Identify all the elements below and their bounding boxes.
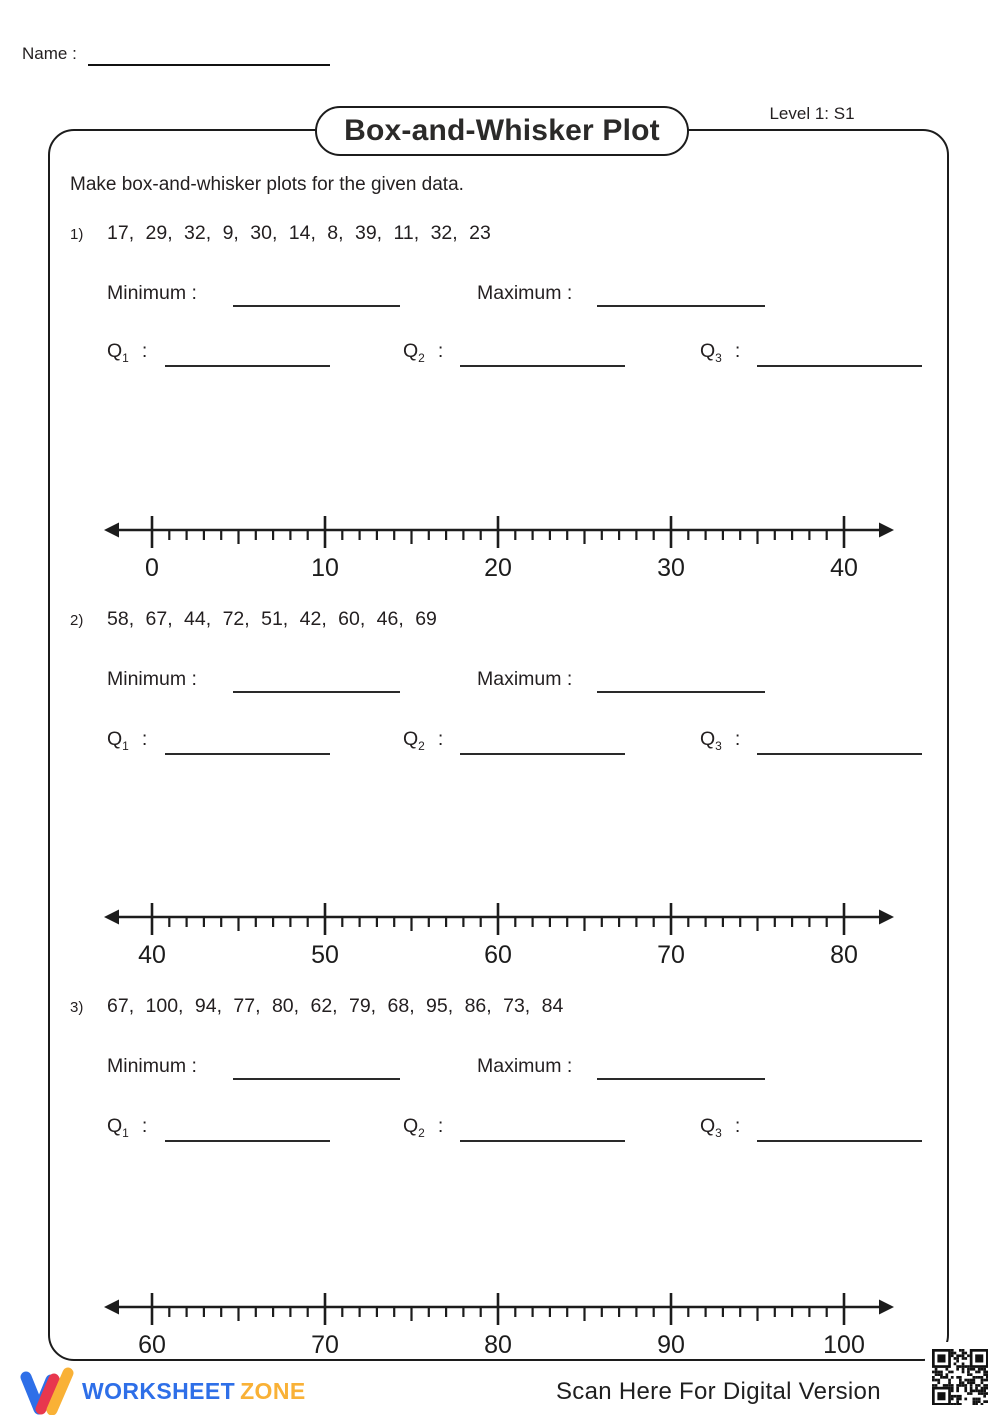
brand-wordmark xyxy=(82,1378,306,1405)
svg-text:70: 70 xyxy=(657,941,685,969)
problem-data-list: 67, 100, 94, 77, 80, 62, 79, 68, 95, 86, 73, 84 xyxy=(107,995,564,1017)
svg-text:50: 50 xyxy=(311,941,339,969)
q1-blank[interactable] xyxy=(165,364,330,367)
minimum-blank[interactable] xyxy=(233,690,400,693)
q2-label: $Q_2$ : xyxy=(403,728,444,753)
worksheet-title xyxy=(315,106,689,156)
svg-text:0: 0 xyxy=(145,554,159,582)
maximum-label: Maximum : xyxy=(477,282,573,304)
minimum-blank[interactable] xyxy=(233,304,400,307)
maximum-blank[interactable] xyxy=(597,1077,765,1080)
svg-text:60: 60 xyxy=(484,941,512,969)
instruction-text: Make box-and-whisker plots for the given data. xyxy=(70,174,464,195)
scan-caption: Scan Here For Digital Version xyxy=(556,1378,881,1405)
svg-text:20: 20 xyxy=(484,554,512,582)
q3-blank[interactable] xyxy=(757,752,922,755)
number-line xyxy=(103,1287,895,1369)
q3-blank[interactable] xyxy=(757,364,922,367)
level-badge: Level 1: S1 xyxy=(769,104,855,123)
q1-blank[interactable] xyxy=(165,1139,330,1142)
svg-text:70: 70 xyxy=(311,1331,339,1359)
name-blank[interactable] xyxy=(88,42,330,66)
q2-label: $Q_2$ : xyxy=(403,1115,444,1140)
svg-text:30: 30 xyxy=(657,554,685,582)
maximum-label: Maximum : xyxy=(477,668,573,690)
number-line xyxy=(103,510,895,592)
q2-blank[interactable] xyxy=(460,364,625,367)
q1-label: $Q_1$ : xyxy=(107,728,148,753)
maximum-blank[interactable] xyxy=(597,304,765,307)
problem-number: 1) xyxy=(70,226,84,243)
q1-label: $Q_1$ : xyxy=(107,1115,148,1140)
q3-label: $Q_3$ : xyxy=(700,728,741,753)
svg-text:40: 40 xyxy=(138,941,166,969)
maximum-blank[interactable] xyxy=(597,690,765,693)
svg-text:40: 40 xyxy=(830,554,858,582)
name-label: Name : xyxy=(22,44,77,63)
worksheetzone-logo-icon xyxy=(20,1366,78,1415)
number-line xyxy=(103,897,895,979)
q2-blank[interactable] xyxy=(460,752,625,755)
problem-data-list: 58, 67, 44, 72, 51, 42, 60, 46, 69 xyxy=(107,608,437,630)
qr-code xyxy=(925,1342,995,1412)
svg-text:80: 80 xyxy=(830,941,858,969)
maximum-label: Maximum : xyxy=(477,1055,573,1077)
minimum-label: Minimum : xyxy=(107,1055,197,1077)
svg-text:60: 60 xyxy=(138,1331,166,1359)
brand-zone: ZONE xyxy=(240,1378,306,1404)
q2-label: $Q_2$ : xyxy=(403,340,444,365)
svg-text:90: 90 xyxy=(657,1331,685,1359)
problem-data-list: 17, 29, 32, 9, 30, 14, 8, 39, 11, 32, 23 xyxy=(107,222,491,244)
q3-blank[interactable] xyxy=(757,1139,922,1142)
svg-text:80: 80 xyxy=(484,1331,512,1359)
problem-number: 2) xyxy=(70,612,84,629)
minimum-label: Minimum : xyxy=(107,668,197,690)
q1-blank[interactable] xyxy=(165,752,330,755)
svg-text:10: 10 xyxy=(311,554,339,582)
minimum-label: Minimum : xyxy=(107,282,197,304)
q1-label: $Q_1$ : xyxy=(107,340,148,365)
minimum-blank[interactable] xyxy=(233,1077,400,1080)
brand-worksheet: WORKSHEET xyxy=(82,1378,236,1404)
svg-text:100: 100 xyxy=(823,1331,865,1359)
q3-label: $Q_3$ : xyxy=(700,340,741,365)
q3-label: $Q_3$ : xyxy=(700,1115,741,1140)
page-title: Box-and-Whisker Plot xyxy=(344,114,660,147)
problem-number: 3) xyxy=(70,999,84,1016)
worksheet-frame xyxy=(48,129,949,1361)
q2-blank[interactable] xyxy=(460,1139,625,1142)
